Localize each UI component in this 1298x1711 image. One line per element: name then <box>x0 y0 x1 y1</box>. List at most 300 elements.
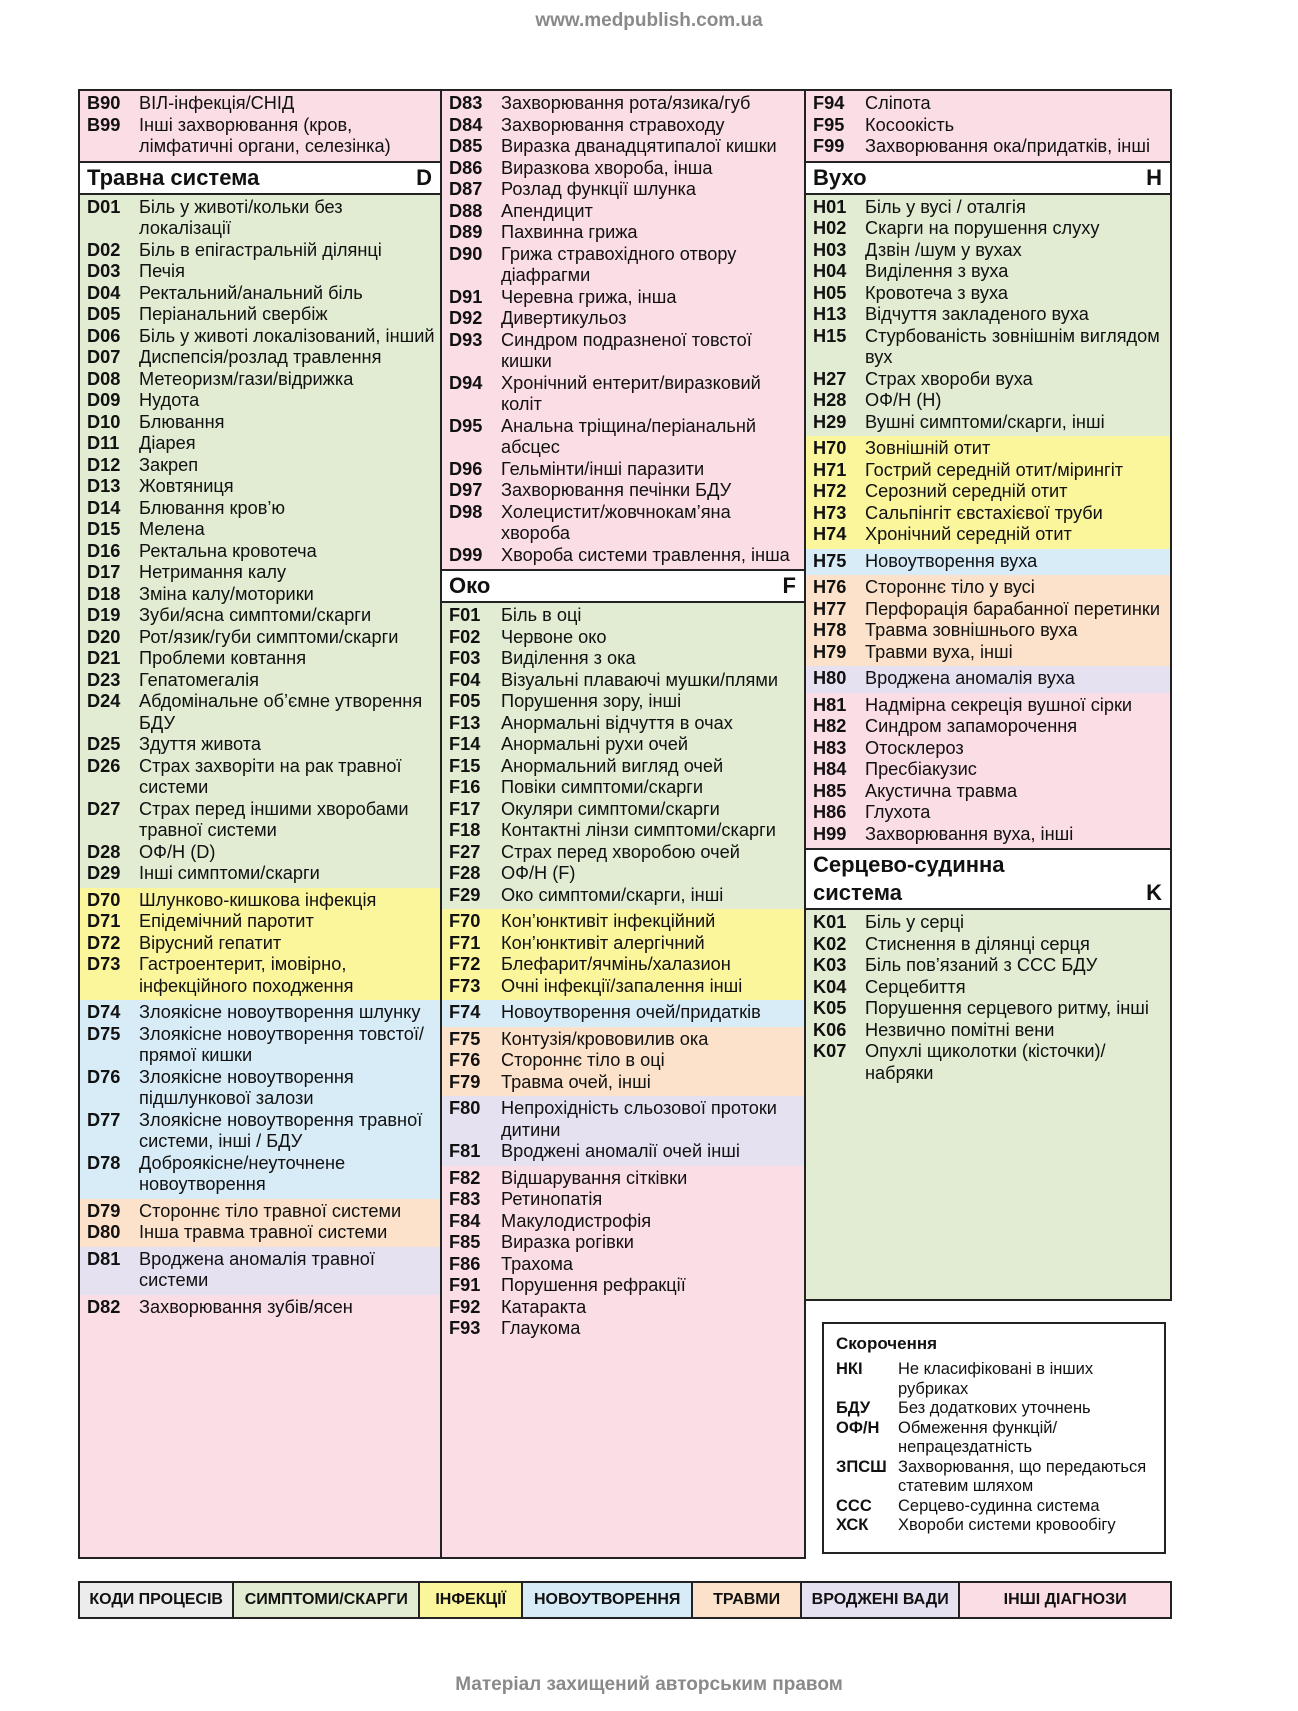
code-row <box>806 115 1170 137</box>
code-description: Контузія/крововилив ока <box>501 1028 709 1049</box>
icpc-code: K06 <box>813 1019 847 1040</box>
code-description: Виразкова хвороба, інша <box>501 157 713 178</box>
code-description: Стороннє тіло у вусі <box>865 577 1035 597</box>
code-row <box>806 240 1170 262</box>
code-description: Відчуття закладеного вуха <box>865 304 1089 324</box>
icpc-code: D01 <box>87 196 121 217</box>
code-description: Непрохідність сльозової протоки дитини <box>501 1098 777 1140</box>
code-row <box>442 480 804 502</box>
code-row <box>806 197 1170 219</box>
icpc-code: D10 <box>87 411 121 432</box>
code-description: Виразка дванадцятипалої кишки <box>501 136 777 156</box>
code-group-orange <box>806 575 1170 666</box>
legend-item-orange: ТРАВМИ <box>693 1583 802 1617</box>
code-description: Зміна калу/моторики <box>139 583 314 604</box>
code-description: Пахвинна грижа <box>501 222 638 242</box>
icpc-code: D97 <box>449 480 483 500</box>
icpc-code: F18 <box>449 820 481 840</box>
icpc-code: D94 <box>449 372 483 393</box>
icpc-code: D87 <box>449 179 483 199</box>
code-description: Отосклероз <box>865 737 964 758</box>
icpc-code: D15 <box>87 519 121 539</box>
code-group-purple <box>806 666 1170 693</box>
code-description: Біль у серці <box>865 912 965 932</box>
code-row <box>806 824 1170 846</box>
watermark-bottom: Матеріал захищений авторським правом <box>455 1674 843 1695</box>
code-row <box>806 802 1170 824</box>
icpc-code: F28 <box>449 863 481 883</box>
code-row <box>80 691 440 734</box>
legend-item-pink: ІНШІ ДІАГНОЗИ <box>960 1583 1170 1617</box>
code-description: Вроджена аномалія травної системи <box>139 1248 375 1290</box>
code-description: Сальпінгіт євстахієвої труби <box>865 502 1103 523</box>
icpc-code: F05 <box>449 691 481 711</box>
icpc-code: F15 <box>449 755 481 776</box>
code-description: Страх перед хворобою очей <box>501 841 740 862</box>
code-row <box>80 498 440 520</box>
code-description: Незвично помітні вени <box>865 1019 1055 1040</box>
code-description: Блефарит/ячмінь/халазион <box>501 954 731 974</box>
code-description: Діарея <box>139 433 196 453</box>
icpc-code: H29 <box>813 411 847 432</box>
icpc-code: D07 <box>87 347 121 367</box>
code-row <box>80 326 440 348</box>
code-row <box>806 412 1170 434</box>
code-row <box>806 460 1170 482</box>
abbreviation-row <box>836 1516 1154 1536</box>
code-description: Інші захворювання (кров, лімфатичні органи, селезінка) <box>139 114 391 156</box>
code-row <box>806 390 1170 412</box>
icpc-code: F03 <box>449 648 481 668</box>
icpc-code: F94 <box>813 93 845 113</box>
code-row <box>442 842 804 864</box>
icpc-code: F79 <box>449 1071 481 1092</box>
icpc-code: H27 <box>813 368 847 389</box>
code-row <box>806 759 1170 781</box>
code-description: Печія <box>139 261 185 281</box>
code-row <box>442 734 804 756</box>
icpc-code: K01 <box>813 912 847 932</box>
code-row <box>806 481 1170 503</box>
code-description: Акустична травма <box>865 780 1018 801</box>
icpc-code: K02 <box>813 933 847 954</box>
icpc-code: D93 <box>449 329 483 350</box>
code-description: Травми вуха, інші <box>865 641 1013 662</box>
icpc-code: H03 <box>813 239 847 260</box>
code-row <box>80 1297 440 1319</box>
code-group-green <box>806 910 1170 1299</box>
code-row <box>442 1098 804 1141</box>
code-row <box>80 1153 440 1196</box>
code-row <box>80 1024 440 1067</box>
code-group-green <box>442 603 804 909</box>
icpc-code: B99 <box>87 114 121 135</box>
code-description: Періанальний свербіж <box>139 304 328 324</box>
code-group-orange <box>80 1199 440 1247</box>
code-group-purple <box>442 1096 804 1166</box>
code-description: ОФ/Н (F) <box>501 863 576 883</box>
code-description: Епідемічний паротит <box>139 911 314 931</box>
code-row <box>806 620 1170 642</box>
code-row <box>80 283 440 305</box>
legend-item-purple: ВРОДЖЕНІ ВАДИ <box>802 1583 960 1617</box>
code-row <box>80 541 440 563</box>
legend-item-yellow: ІНФЕКЦІЇ <box>420 1583 523 1617</box>
code-description: Очні інфекції/запалення інші <box>501 975 743 996</box>
code-description: ОФ/Н (D) <box>139 841 216 862</box>
code-row <box>80 1067 440 1110</box>
code-row <box>442 691 804 713</box>
code-row <box>80 648 440 670</box>
icpc-code: H81 <box>813 694 847 715</box>
code-row <box>442 627 804 649</box>
icpc-code: F29 <box>449 884 481 905</box>
code-row <box>442 863 804 885</box>
code-description: Дзвін /шум у вухах <box>865 239 1022 260</box>
code-row <box>80 734 440 756</box>
code-description: Серозний середній отит <box>865 481 1068 501</box>
code-row <box>80 1222 440 1244</box>
icpc-code: D29 <box>87 863 121 883</box>
code-description: Страх перед іншими хворобами травної системи <box>139 798 409 840</box>
code-row <box>442 1189 804 1211</box>
code-row <box>806 261 1170 283</box>
icpc-code: H85 <box>813 780 847 801</box>
legend-item-blue: НОВОУТВОРЕННЯ <box>523 1583 693 1617</box>
icpc-code: D12 <box>87 454 121 475</box>
code-row <box>442 911 804 933</box>
icpc-code: D81 <box>87 1248 121 1269</box>
code-group-blue <box>80 1000 440 1199</box>
icpc-code: D21 <box>87 648 121 668</box>
icpc-code: F81 <box>449 1141 481 1161</box>
code-row <box>806 998 1170 1020</box>
code-row <box>442 502 804 545</box>
icpc-code: D26 <box>87 755 121 776</box>
code-row <box>442 287 804 309</box>
code-row <box>80 584 440 606</box>
abbreviation-key: ЗПСШ <box>836 1457 887 1476</box>
icpc-code: D85 <box>449 136 483 156</box>
icpc-code: F17 <box>449 798 481 819</box>
icpc-code: K05 <box>813 998 847 1018</box>
icpc-code: D19 <box>87 605 121 625</box>
code-description: Біль у вусі / оталгія <box>865 196 1026 217</box>
icpc-code: F70 <box>449 911 481 931</box>
code-row <box>442 756 804 778</box>
code-row <box>80 115 440 158</box>
code-description: Жовтяниця <box>139 476 234 496</box>
code-description: Шлунково-кишкова інфекція <box>139 889 377 910</box>
icpc-code: F95 <box>813 114 845 135</box>
icpc-code: H99 <box>813 823 847 844</box>
code-group-pink <box>80 91 440 161</box>
code-description: Мелена <box>139 519 205 539</box>
code-description: Абдомінальне об’ємне утворення БДУ <box>139 691 423 733</box>
icpc-code: F01 <box>449 605 481 625</box>
icpc-code: D20 <box>87 626 121 647</box>
code-description: Порушення зору, інші <box>501 691 682 711</box>
code-row <box>806 136 1170 158</box>
icpc-code: F02 <box>449 626 481 647</box>
code-row <box>442 954 804 976</box>
code-description: Порушення серцевого ритму, інші <box>865 998 1149 1018</box>
code-row <box>80 1201 440 1223</box>
code-row <box>80 799 440 842</box>
icpc-code: D03 <box>87 261 121 281</box>
abbreviation-value: Серцево-судинна система <box>898 1496 1100 1515</box>
code-group-pink <box>442 1166 804 1558</box>
icpc-code: D28 <box>87 841 121 862</box>
icpc-code: F86 <box>449 1253 481 1274</box>
icpc-code: D80 <box>87 1222 121 1242</box>
code-description: Хронічний середній отит <box>865 524 1072 544</box>
icpc-code: H04 <box>813 261 847 281</box>
code-row <box>80 197 440 240</box>
code-description: Анормальний вигляд очей <box>501 755 724 776</box>
code-row <box>806 781 1170 803</box>
code-description: Скарги на порушення слуху <box>865 218 1100 238</box>
section-title: Травна система <box>87 164 260 190</box>
code-row <box>80 954 440 997</box>
code-row <box>442 1002 804 1024</box>
code-row <box>442 1254 804 1276</box>
code-row <box>806 599 1170 621</box>
code-description: Гельмінти/інші паразити <box>501 458 705 479</box>
code-row <box>80 1110 440 1153</box>
code-row <box>442 1168 804 1190</box>
code-row <box>80 304 440 326</box>
icpc-code: D72 <box>87 932 121 953</box>
icpc-code: H83 <box>813 737 847 758</box>
icpc-code: H15 <box>813 325 847 346</box>
icpc-code: F91 <box>449 1275 481 1295</box>
code-row <box>442 545 804 567</box>
code-row <box>80 842 440 864</box>
icpc-code: F27 <box>449 841 481 862</box>
icpc-code: F04 <box>449 669 481 690</box>
icpc-code: B90 <box>87 93 121 113</box>
section-letter: H <box>1146 164 1162 190</box>
icpc-code: D71 <box>87 911 121 931</box>
icpc-code: D16 <box>87 540 121 561</box>
code-description: Дивертикульоз <box>501 308 627 328</box>
code-description: Стороннє тіло в оці <box>501 1050 665 1070</box>
code-description: Захворювання печінки БДУ <box>501 480 732 500</box>
code-row <box>442 885 804 907</box>
icpc-code: H01 <box>813 196 847 217</box>
icpc-code: K07 <box>813 1041 847 1061</box>
code-description: Травма зовнішнього вуха <box>865 620 1078 640</box>
code-description: Закреп <box>139 454 199 475</box>
code-description: Анормальні рухи очей <box>501 734 689 754</box>
code-description: Розлад функції шлунка <box>501 179 696 199</box>
code-description: Біль в оці <box>501 605 582 625</box>
icpc-code: D99 <box>449 544 483 565</box>
icpc-code: D18 <box>87 583 121 604</box>
abbreviation-value: Захворювання, що передаються статевим шляхом <box>898 1457 1147 1495</box>
code-row <box>442 179 804 201</box>
code-description: Пресбіакузис <box>865 759 977 779</box>
code-description: Гастроентерит, імовірно, інфекційного походження <box>139 954 354 996</box>
code-description: Стиснення в ділянці серця <box>865 933 1090 954</box>
section-letter: K <box>1146 880 1162 905</box>
code-row <box>806 577 1170 599</box>
code-description: Ректальна кровотеча <box>139 540 317 561</box>
section-header <box>806 161 1170 195</box>
code-row <box>806 955 1170 977</box>
code-row <box>442 670 804 692</box>
section-title: Око <box>449 573 491 598</box>
code-description: Перфорація барабанної перетинки <box>865 598 1160 619</box>
icpc-code: D84 <box>449 114 483 135</box>
code-row <box>80 261 440 283</box>
code-row <box>442 1318 804 1340</box>
code-row <box>806 326 1170 369</box>
icpc-code: H05 <box>813 282 847 303</box>
icpc-code: D02 <box>87 239 121 260</box>
code-description: Кровотеча з вуха <box>865 282 1009 303</box>
code-row <box>442 648 804 670</box>
code-description: Гострий середній отит/мірингіт <box>865 459 1124 480</box>
code-row <box>442 1211 804 1233</box>
code-row <box>80 562 440 584</box>
icpc-code: D11 <box>87 433 120 453</box>
code-description: Проблеми ковтання <box>139 648 307 668</box>
code-description: Страх захворіти на рак травної системи <box>139 755 402 797</box>
icpc-code: H13 <box>813 304 847 324</box>
abbreviation-row <box>836 1360 1154 1399</box>
code-description: Порушення рефракції <box>501 1275 686 1295</box>
code-row <box>442 1050 804 1072</box>
code-description: Злоякісне новоутворення травної системи, інші / БДУ <box>139 1109 423 1151</box>
code-description: Злоякісне новоутворення шлунку <box>139 1002 421 1022</box>
code-row <box>806 912 1170 934</box>
code-description: Синдром запаморочення <box>865 716 1078 736</box>
icpc-code: D82 <box>87 1296 121 1317</box>
code-group-yellow <box>806 436 1170 549</box>
code-row <box>442 308 804 330</box>
code-description: Макулодистрофія <box>501 1210 652 1231</box>
code-row <box>442 1141 804 1163</box>
code-description: Кон’юнктивіт алергічний <box>501 932 705 953</box>
code-row <box>806 438 1170 460</box>
code-row <box>442 1072 804 1094</box>
code-row <box>442 1297 804 1319</box>
icpc-code: F83 <box>449 1189 481 1209</box>
code-description: Зуби/ясна симптоми/скарги <box>139 605 372 625</box>
icpc-code: F92 <box>449 1296 481 1317</box>
code-group-blue <box>806 549 1170 576</box>
icpc-code: H80 <box>813 668 847 688</box>
abbreviation-value: Без додаткових уточнень <box>898 1399 1091 1417</box>
code-description: Стороннє тіло травної системи <box>139 1200 402 1221</box>
icpc-code: F84 <box>449 1210 481 1231</box>
abbreviation-key: ССС <box>836 1496 872 1515</box>
abbreviation-row <box>836 1458 1154 1497</box>
icpc-code: H76 <box>813 577 847 597</box>
code-description: Блювання кров’ю <box>139 497 286 518</box>
code-description: Захворювання стравоходу <box>501 114 725 135</box>
icpc-code: K03 <box>813 955 847 975</box>
code-description: Серцебиття <box>865 976 966 997</box>
code-description: Окуляри симптоми/скарги <box>501 798 720 819</box>
section-title: Вухо <box>813 164 867 190</box>
icpc-code: H75 <box>813 550 847 571</box>
icpc-code: D05 <box>87 304 121 324</box>
code-row <box>806 218 1170 240</box>
icpc-code: D75 <box>87 1023 121 1044</box>
icpc-code: D13 <box>87 476 121 496</box>
icpc-code: D08 <box>87 368 121 389</box>
code-description: Метеоризм/гази/відрижка <box>139 368 354 389</box>
watermark-top: www.medpublish.com.ua <box>535 10 763 31</box>
code-row <box>442 93 804 115</box>
icpc-code: D14 <box>87 497 121 518</box>
abbreviation-key: ХСК <box>836 1516 869 1534</box>
icpc-code: F85 <box>449 1232 481 1252</box>
code-description: Трахома <box>501 1253 573 1274</box>
icpc-code: D76 <box>87 1066 121 1087</box>
code-row <box>80 756 440 799</box>
icpc-code: D86 <box>449 157 483 178</box>
code-row <box>806 642 1170 664</box>
code-description: Інша травма травної системи <box>139 1222 388 1242</box>
icpc-code: H70 <box>813 438 847 458</box>
icpc-code: D77 <box>87 1109 121 1130</box>
code-description: Новоутворення очей/придатків <box>501 1002 761 1022</box>
icpc-code: D23 <box>87 669 121 690</box>
color-legend <box>78 1581 1172 1619</box>
code-row <box>442 222 804 244</box>
icpc-code: F76 <box>449 1050 481 1070</box>
code-description: Вроджена аномалія вуха <box>865 668 1075 688</box>
icpc-code: K04 <box>813 976 847 997</box>
code-row <box>442 136 804 158</box>
code-row <box>442 1029 804 1051</box>
code-description: Доброякісне/неуточнене новоутворення <box>139 1152 346 1194</box>
code-description: Косоокість <box>865 114 955 135</box>
abbreviation-value: Не класифіковані в інших рубриках <box>898 1360 1094 1398</box>
code-row <box>806 93 1170 115</box>
icpc-code: D78 <box>87 1152 121 1173</box>
abbreviation-value: Обмеження функцій/непрацездатність <box>898 1418 1058 1456</box>
icpc-code: D17 <box>87 562 121 582</box>
code-description: ВІЛ-інфекція/СНІД <box>139 93 295 113</box>
icpc-code: H79 <box>813 641 847 662</box>
icpc-code: D96 <box>449 458 483 479</box>
code-description: Вроджені аномалії очей інші <box>501 1141 740 1161</box>
legend-item-green: СИМПТОМИ/СКАРГИ <box>234 1583 420 1617</box>
code-description: Виразка рогівки <box>501 1232 634 1252</box>
code-description: Контактні лінзи симптоми/скарги <box>501 820 776 840</box>
icpc-code: F71 <box>449 932 481 953</box>
code-row <box>806 283 1170 305</box>
abbreviation-key: НКІ <box>836 1360 863 1378</box>
icpc-code: H73 <box>813 502 847 523</box>
icpc-code: D04 <box>87 282 121 303</box>
code-row <box>80 369 440 391</box>
icpc-code: F14 <box>449 734 481 754</box>
code-row <box>442 158 804 180</box>
code-row <box>80 519 440 541</box>
section-header <box>806 848 1170 910</box>
code-row <box>80 1249 440 1292</box>
code-row <box>80 911 440 933</box>
code-row <box>80 476 440 498</box>
icpc-code: D79 <box>87 1200 121 1221</box>
icpc-code: D09 <box>87 390 121 410</box>
